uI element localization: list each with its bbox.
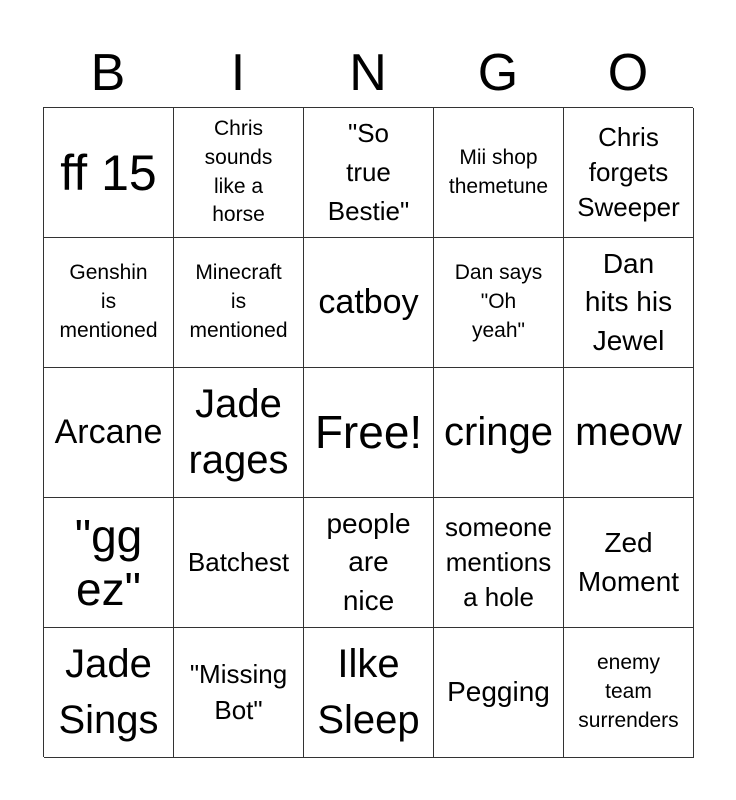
bingo-cell[interactable] [564, 498, 694, 628]
cell-text: someone mentions a hole [445, 511, 552, 613]
header-letter-b: B [90, 44, 126, 102]
cell-text: enemy team surrenders [578, 651, 679, 732]
cell-text: Chris sounds like a horse [204, 116, 273, 227]
cell-text: Jade Sings [58, 642, 159, 742]
cell-text: Zed Moment [577, 526, 680, 597]
bingo-cell[interactable] [304, 498, 434, 628]
header-letter-o: O [607, 44, 649, 102]
bingo-cell[interactable] [174, 368, 304, 498]
header-letter-g: G [477, 44, 519, 102]
bingo-header [43, 40, 693, 106]
bingo-cell[interactable] [434, 108, 564, 238]
bingo-cell[interactable] [564, 108, 694, 238]
cell-text: meow [575, 409, 682, 454]
cell-text: Batchest [187, 546, 290, 577]
header-letter-n: N [349, 44, 387, 102]
bingo-cell[interactable] [304, 368, 434, 498]
bingo-cell[interactable] [564, 238, 694, 368]
cell-text: ff 15 [60, 144, 157, 201]
cell-text: Free! [314, 406, 423, 459]
cell-text: "Missing Bot" [189, 659, 288, 725]
cell-text: "So true Bestie" [327, 118, 410, 226]
cell-text: Genshin is mentioned [59, 261, 158, 342]
bingo-cell[interactable] [434, 628, 564, 758]
cell-text: Dan says "Oh yeah" [454, 261, 543, 342]
bingo-cell[interactable] [174, 628, 304, 758]
cell-text: Ilke Sleep [317, 642, 420, 742]
bingo-cell[interactable] [304, 238, 434, 368]
cell-text: cringe [444, 409, 553, 454]
bingo-cell[interactable] [44, 108, 174, 238]
bingo-grid [43, 107, 693, 757]
bingo-cell[interactable] [174, 498, 304, 628]
cell-text: Chris forgets Sweeper [577, 121, 680, 223]
cell-text: Arcane [54, 413, 163, 452]
cell-text: people are nice [326, 507, 411, 616]
bingo-cell[interactable] [174, 238, 304, 368]
bingo-cell[interactable] [434, 238, 564, 368]
cell-text: Mii shop themetune [448, 145, 549, 198]
bingo-cell[interactable] [564, 628, 694, 758]
bingo-cell[interactable] [304, 108, 434, 238]
cell-text: Pegging [447, 676, 550, 708]
bingo-cell[interactable] [44, 628, 174, 758]
bingo-cell[interactable] [434, 498, 564, 628]
bingo-cell[interactable] [44, 238, 174, 368]
cell-text: Jade rages [188, 382, 289, 482]
header-letter-i: I [230, 44, 246, 102]
bingo-cell[interactable] [44, 498, 174, 628]
cell-text: Dan hits his Jewel [584, 247, 673, 356]
cell-text: "gg ez" [74, 509, 143, 615]
bingo-cell[interactable] [44, 368, 174, 498]
bingo-cell[interactable] [304, 628, 434, 758]
bingo-cell[interactable] [434, 368, 564, 498]
cell-text: Minecraft is mentioned [189, 261, 288, 342]
bingo-cell[interactable] [564, 368, 694, 498]
cell-text: catboy [318, 283, 419, 322]
bingo-cell[interactable] [174, 108, 304, 238]
